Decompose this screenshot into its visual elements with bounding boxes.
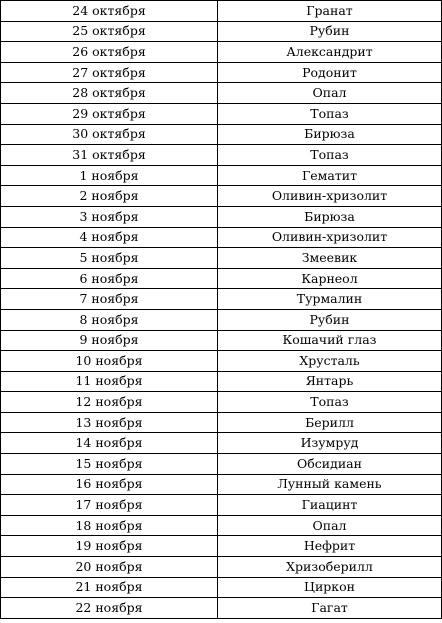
table-row	[1, 598, 442, 619]
date-cell: 15 ноября	[1, 454, 218, 475]
stone-cell: Бирюза	[218, 124, 442, 145]
stone-cell: Опал	[218, 83, 442, 104]
date-cell: 9 ноября	[1, 330, 218, 351]
date-cell: 31 октября	[1, 145, 218, 166]
date-cell: 6 ноября	[1, 268, 218, 289]
stone-cell: Гагат	[218, 598, 442, 619]
date-cell: 17 ноября	[1, 495, 218, 516]
table-row	[1, 268, 442, 289]
date-cell: 2 ноября	[1, 186, 218, 207]
table-row	[1, 330, 442, 351]
date-cell: 28 октября	[1, 83, 218, 104]
table-row	[1, 21, 442, 42]
date-cell: 3 ноября	[1, 206, 218, 227]
stone-cell: Опал	[218, 515, 442, 536]
stone-cell: Рубин	[218, 309, 442, 330]
stone-cell: Родонит	[218, 62, 442, 83]
stone-cell: Гиацинт	[218, 495, 442, 516]
table-row	[1, 165, 442, 186]
stone-cell: Лунный камень	[218, 474, 442, 495]
date-cell: 5 ноября	[1, 248, 218, 269]
date-cell: 12 ноября	[1, 392, 218, 413]
date-cell: 16 ноября	[1, 474, 218, 495]
table-row	[1, 351, 442, 372]
stone-cell: Гранат	[218, 1, 442, 22]
table-row	[1, 124, 442, 145]
date-cell: 24 октября	[1, 1, 218, 22]
stone-cell: Рубин	[218, 21, 442, 42]
table-row	[1, 83, 442, 104]
stone-cell: Турмалин	[218, 289, 442, 310]
date-cell: 13 ноября	[1, 412, 218, 433]
stone-cell: Изумруд	[218, 433, 442, 454]
table-row	[1, 577, 442, 598]
table-row	[1, 103, 442, 124]
date-cell: 20 ноября	[1, 557, 218, 578]
stone-cell: Топаз	[218, 145, 442, 166]
table-row	[1, 412, 442, 433]
date-cell: 29 октября	[1, 103, 218, 124]
date-cell: 7 ноября	[1, 289, 218, 310]
table-row	[1, 248, 442, 269]
stone-cell: Топаз	[218, 392, 442, 413]
stone-cell: Нефрит	[218, 536, 442, 557]
date-cell: 22 ноября	[1, 598, 218, 619]
stone-cell: Циркон	[218, 577, 442, 598]
table-row	[1, 289, 442, 310]
date-cell: 18 ноября	[1, 515, 218, 536]
stone-cell: Оливин-хризолит	[218, 227, 442, 248]
table-row	[1, 309, 442, 330]
stone-cell: Янтарь	[218, 371, 442, 392]
table-row	[1, 186, 442, 207]
date-cell: 4 ноября	[1, 227, 218, 248]
date-cell: 14 ноября	[1, 433, 218, 454]
date-cell: 21 ноября	[1, 577, 218, 598]
table-row	[1, 557, 442, 578]
stone-cell: Хрусталь	[218, 351, 442, 372]
date-cell: 1 ноября	[1, 165, 218, 186]
table-row	[1, 495, 442, 516]
date-cell: 30 октября	[1, 124, 218, 145]
table-row	[1, 1, 442, 22]
table-row	[1, 227, 442, 248]
table-body	[1, 1, 442, 619]
table-row	[1, 392, 442, 413]
stone-cell: Топаз	[218, 103, 442, 124]
table-row	[1, 433, 442, 454]
table-row	[1, 145, 442, 166]
date-cell: 10 ноября	[1, 351, 218, 372]
date-cell: 27 октября	[1, 62, 218, 83]
table-row	[1, 371, 442, 392]
stone-cell: Гематит	[218, 165, 442, 186]
table-row	[1, 62, 442, 83]
date-cell: 19 ноября	[1, 536, 218, 557]
date-cell: 25 октября	[1, 21, 218, 42]
table-row	[1, 474, 442, 495]
stone-cell: Хризоберилл	[218, 557, 442, 578]
date-cell: 11 ноября	[1, 371, 218, 392]
table-row	[1, 206, 442, 227]
table-row	[1, 536, 442, 557]
table-row	[1, 515, 442, 536]
stone-cell: Обсидиан	[218, 454, 442, 475]
date-cell: 26 октября	[1, 42, 218, 63]
stone-cell: Карнеол	[218, 268, 442, 289]
stone-cell: Оливин-хризолит	[218, 186, 442, 207]
table-row	[1, 454, 442, 475]
stone-cell: Александрит	[218, 42, 442, 63]
stone-cell: Змеевик	[218, 248, 442, 269]
stone-cell: Берилл	[218, 412, 442, 433]
stone-cell: Кошачий глаз	[218, 330, 442, 351]
table-row	[1, 42, 442, 63]
date-cell: 8 ноября	[1, 309, 218, 330]
stone-cell: Бирюза	[218, 206, 442, 227]
